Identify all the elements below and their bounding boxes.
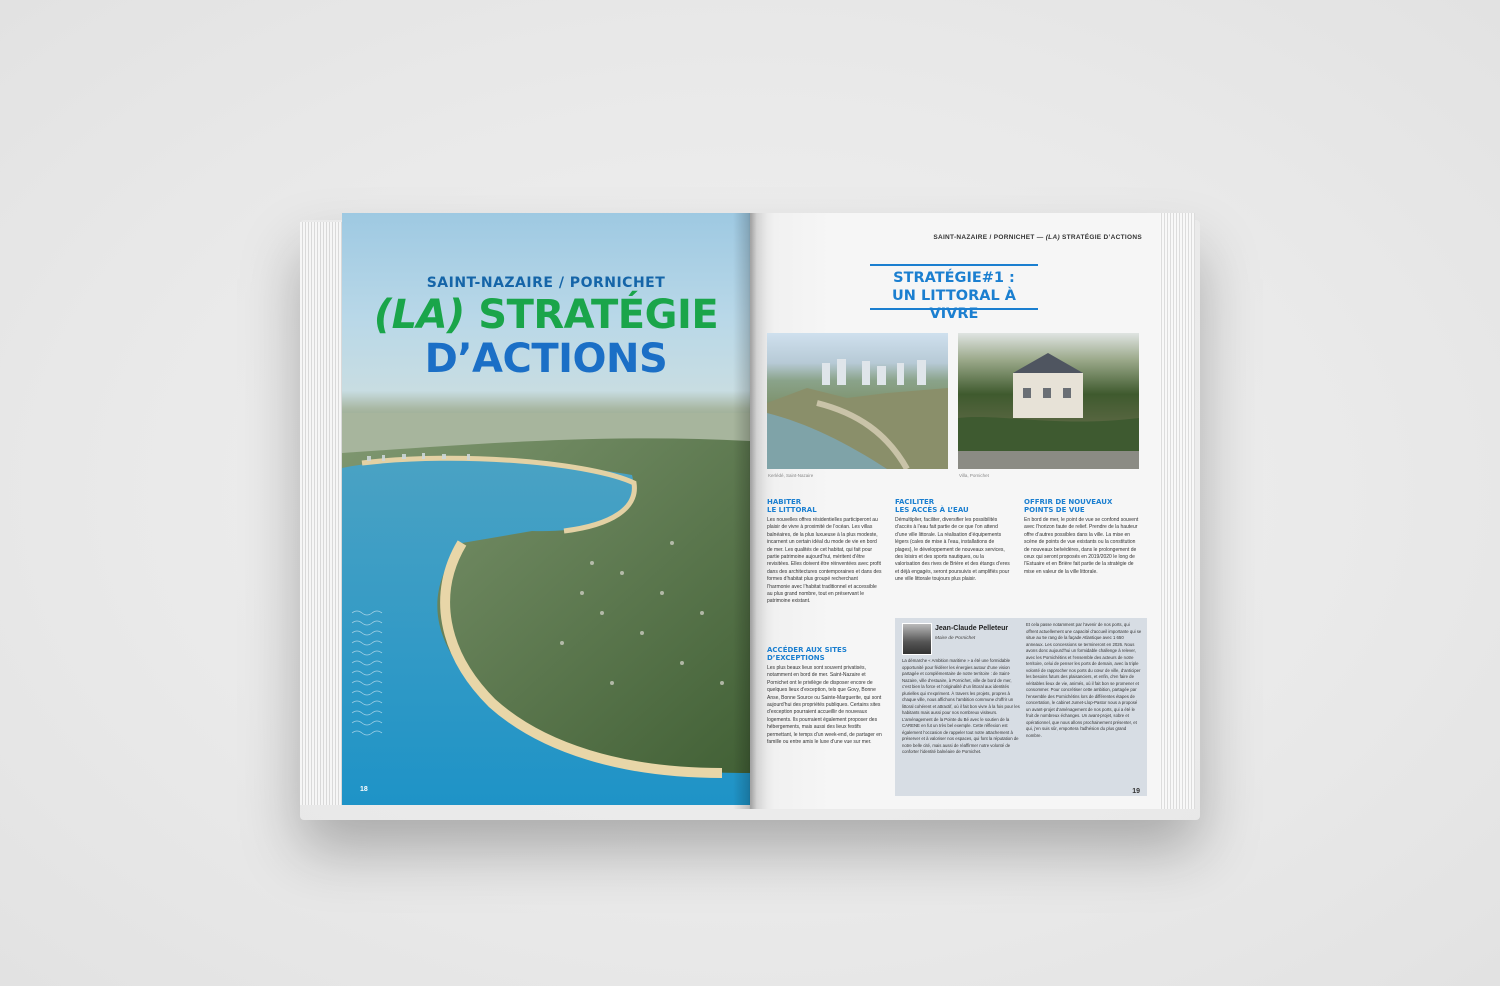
left-page <box>342 213 750 805</box>
title-la: (LA) <box>373 292 465 338</box>
mayor-portrait <box>902 623 932 655</box>
column-text: Les plus beaux lieux sont souvent privatisés, notamment en bord de mer. Saint-Nazaire et Pornichet ont le privilège de disposer encore de quelques lieux d’exception, tels que Govy, Bonne Anse, Bonne Source ou Sainte-Marguerite, qui sont aujourd’hui des propriétés publiques. Certains sites d’exception pourraient accueillir de nouveaux logements. Ils pourraient également proposer des hébergements, mais aussi des lieux festifs permettant, le temps d’un week-end, de partager en famille ou entre amis le luxe d’une vue sur mer. <box>767 665 882 746</box>
photo-kerlede <box>767 333 948 469</box>
photo2-caption: Villa, Pornichet <box>959 473 989 478</box>
left-title <box>342 293 750 381</box>
left-kicker: SAINT-NAZAIRE / PORNICHET <box>426 275 666 291</box>
column-text: Démultiplier, faciliter, diversifier les possibilités d’accès à l’eau fait partie de ce que l’on attend d’une ville littorale. La réalisation d’équipements légers (cales de mise à l’eau, installations de plages), le développement de nouveaux services, des loisirs et des sports nautiques, ou la valorisation des rives de Brière et des étangs d’eres et déjà engagés, seront poursuivis et amplifiés pour une ville littorale toujours plus plaisir. <box>895 517 1010 583</box>
column-offrir <box>1024 498 1139 576</box>
photo1-caption: Kerlédé, Saint-Nazaire <box>768 473 814 478</box>
title-strategie: STRATÉGIE <box>464 292 719 338</box>
right-page-number: 19 <box>1132 788 1140 795</box>
column-title: ACCÉDER AUX SITES D’EXCEPTIONS <box>767 646 847 662</box>
column-title: OFFRIR DE NOUVEAUX POINTS DE VUE <box>1024 498 1113 514</box>
right-page <box>750 213 1160 809</box>
spine-fold <box>733 213 767 809</box>
mayor-quote-box <box>895 618 1147 796</box>
running-head: SAINT-NAZAIRE / PORNICHET — (LA) STRATÉGIE D’ACTIONS <box>933 234 1142 241</box>
column-habiter <box>767 498 882 606</box>
mayor-role: Maire de Pornichet <box>935 636 976 641</box>
left-page-number: 18 <box>360 786 368 793</box>
column-text: Les nouvelles offres résidentielles participeront au plaisir de vivre à proximité de l’océan. Les villas balnéaires, de la plus luxueuse à la plus modeste, incarnent un certain idéal du mode de vie en bord de mer. Les qualités de cet habitat, qui fait pour partie patrimoine aujourd’hui, méritent d’être revisitées. Elles doivent être réinventées avec profit dans des architectures contemporaines et dans des formes d’habitat plus groupé recherchant l’harmonie avec l’habitat traditionnel et accessible au plus grand nombre, tout en préservant le patrimoine existant. <box>767 517 882 605</box>
quote-text-2: Et cela passe notamment par l’avenir de nos ports, qui offrent actuellement une capacité d’accueil importante qui se situe au 5e rang de la façade Atlantique avec 1 650 anneaux. Les concessions se termineront en 2026. Nous avons donc aujourd’hui un formidable challenge à relever, avec les Pornichétins et l’ensemble des acteurs de notre territoire, celui de penser les ports de demain, avec la triple volonté de rapprocher nos ports du cœur de ville, d’anticiper les besoins futurs des plaisanciers, et enfin, d’en faire de véritables lieux de vie, animés, où il fait bon se promener et consommer. Pour concrétiser cette ambition, partagée par l’ensemble des Pornichétins lors de différentes étapes de concertation, le cabinet Jumet-Llop-Pastor nous a proposé un avant-projet d’aménagement de nos ports, qui a été le fruit de nombreux échanges. Un avant-projet, sobre et opérationnel, que nous allons prochainement présenter, et qui, j’en suis sûr, emportera l’adhésion du plus grand nombre. <box>1026 622 1142 738</box>
column-title: FACILITER LES ACCÈS À L’EAU <box>895 498 969 514</box>
column-text: En bord de mer, le point de vue se confond souvent avec l’horizon faute de relief. Prendre de la hauteur offre d’autres possibles dans la ville. La mise en scène de points de vue existants ou la constitution de nouveaux belvédères, dans le prolongement de ceux qui seront proposés en 2019/2020 le long de l’Estuaire et en Brière fait partie de la stratégie de mise en valeur de la ville littorale. <box>1024 517 1139 575</box>
photo-villa <box>958 333 1139 469</box>
strategy-heading: STRATÉGIE#1 : UN LITTORAL À VIVRE <box>870 264 1038 310</box>
column-acceder <box>767 646 885 746</box>
column-title: HABITER LE LITTORAL <box>767 498 817 514</box>
quote-text-1: La démarche « Ambition maritime » a été une formidable opportunité pour fédérer les énergies autour d’une vision partagée et complémentaire de notre territoire : de Saint-Nazaire, ville d’estuaire, à Pornichet, ville de bord de mer, c’est bien la force et l’originalité d’un littoral aux identités plurielles qui s’expriment. À travers les projets, propres à chaque ville, nous affichons l’ambition commune d’offrir un littoral cohérent et attractif, où il fait bon vivre à la fois pour les habitants mais aussi pour nos nombreux visiteurs. L’aménagement de la Pointe du Bé avec le soutien de la CARENE en fut un très bel exemple. Cette réflexion est également l’occasion de rappeler tout notre attachement à préserver et à valoriser nos espaces, qui font la réputation de notre belle cité, mais aussi de réaffirmer notre volonté de conforter l’identité balnéaire de Pornichet. <box>902 658 1020 754</box>
title-actions: D’ACTIONS <box>424 336 668 382</box>
mayor-name: Jean-Claude Pelleteur <box>935 625 1009 632</box>
column-faciliter <box>895 498 1010 584</box>
